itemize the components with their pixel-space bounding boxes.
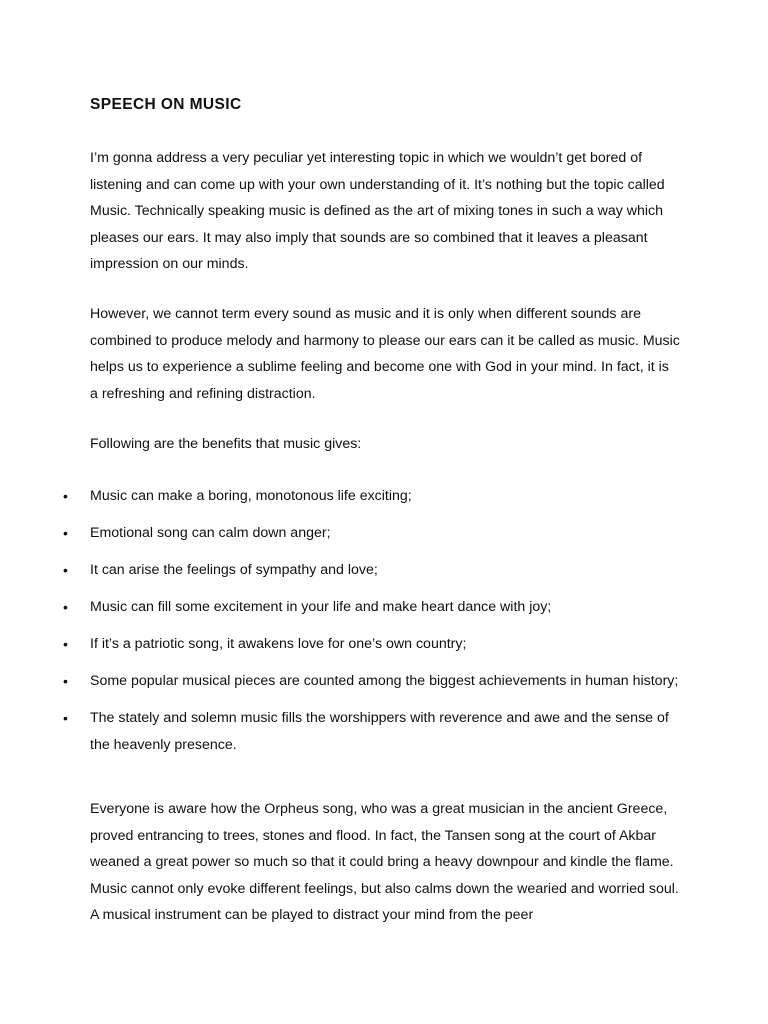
list-item-text: Emotional song can calm down anger;	[90, 525, 331, 541]
benefits-intro-paragraph: Following are the benefits that music gives:	[90, 436, 362, 452]
page-title: SPEECH ON MUSIC	[90, 96, 242, 113]
bullet-icon: •	[63, 562, 68, 578]
bullet-icon: •	[63, 525, 68, 541]
list-item-text: Music can make a boring, monotonous life exciting;	[90, 488, 412, 504]
bullet-icon: •	[63, 599, 68, 615]
list-item	[0, 668, 680, 695]
list-item	[0, 594, 680, 621]
bullet-icon: •	[63, 710, 68, 726]
definition-paragraph: However, we cannot term every sound as music and it is only when different sounds are combined to produce melody and harmony to please our ears can it be called as music. Music helps us to experience a sublime feeling and become one with God in your mind. In fact, it is a refreshing and refining distraction.	[90, 306, 680, 402]
bullet-icon: •	[63, 488, 68, 504]
closing-paragraph: Everyone is aware how the Orpheus song, who was a great musician in the ancient Greece, proved entrancing to trees, stones and flood. In fact, the Tansen song at the court of Akbar weaned a great power so much so that it could bring a heavy downpour and kindle the flame. Music cannot only evoke different feelings, but also calms down the wearied and worried soul. A musical instrument can be played to distract your mind from the peer	[90, 801, 679, 923]
list-item	[0, 520, 680, 547]
list-item	[0, 631, 680, 658]
bullet-icon: •	[63, 673, 68, 689]
list-item	[0, 557, 680, 584]
bullet-icon: •	[63, 636, 68, 652]
list-item-text: Music can fill some excitement in your life and make heart dance with joy;	[90, 599, 552, 615]
list-item	[0, 705, 680, 758]
list-item-text: If it’s a patriotic song, it awakens love for one’s own country;	[90, 636, 467, 652]
intro-paragraph: I’m gonna address a very peculiar yet interesting topic in which we wouldn’t get bored of listening and can come up with your own understanding of it. It’s nothing but the topic called Music. Technically speaking music is defined as the art of mixing tones in such a way which pleases our ears. It may also imply that sounds are so combined that it leaves a pleasant impression on our minds.	[90, 150, 665, 272]
benefits-list	[0, 483, 768, 769]
list-item-text: The stately and solemn music fills the worshippers with reverence and awe and the sense of the heavenly presence.	[90, 710, 669, 753]
list-item	[0, 483, 680, 510]
list-item-text: It can arise the feelings of sympathy and love;	[90, 562, 378, 578]
list-item-text: Some popular musical pieces are counted among the biggest achievements in human history;	[90, 673, 679, 689]
